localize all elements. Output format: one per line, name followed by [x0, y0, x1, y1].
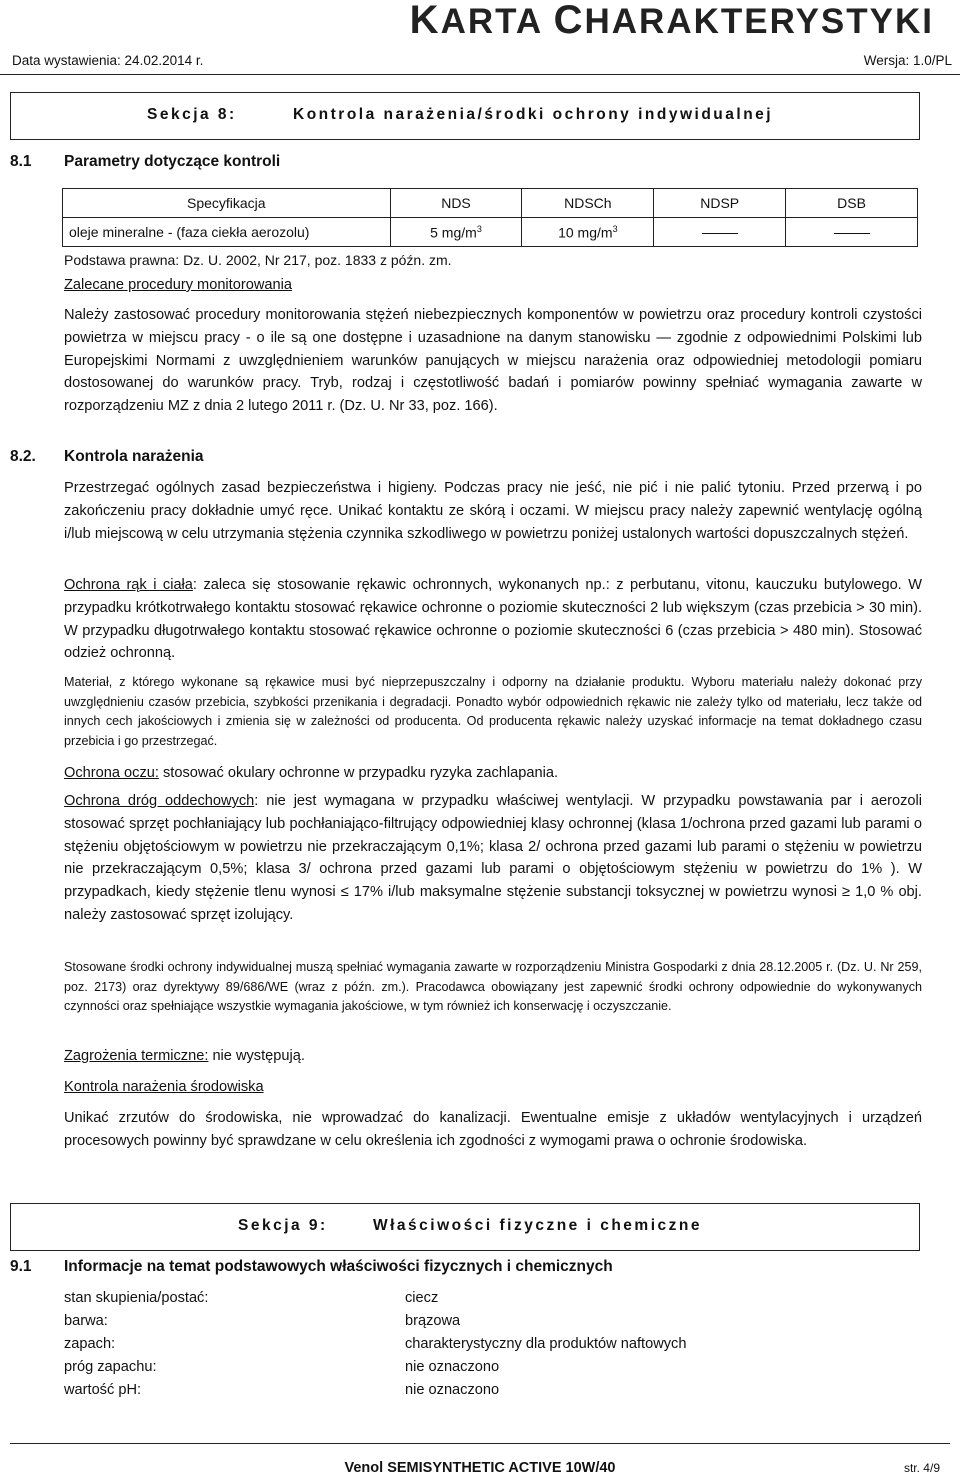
eye-protection	[64, 762, 922, 785]
monitoring-heading: Zalecane procedury monitorowania	[64, 277, 292, 293]
property-value: ciecz	[405, 1290, 439, 1306]
table-header: NDSCh	[522, 189, 654, 218]
hygiene-text: Przestrzegać ogólnych zasad bezpieczeństwa i higieny. Podczas pracy nie jeść, nie pić i nie palić tytoniu. Przed przerwą i po zakończeniu pracy dokładnie umyć ręce. Unikać kontaktu ze skórą i oczami. W miejscu pracy należy zapewnić wentylację ogólną i/lub miejscową w celu utrzymania stężenia czynnika szkodliwego w powietrzu poniżej ustalonych wartości dopuszczalnych stężeń.	[64, 480, 922, 542]
property-value: nie oznaczono	[405, 1382, 500, 1398]
issue-date: Data wystawienia: 24.02.2014 r.	[12, 53, 204, 68]
subsection-8-1-title: Parametry dotyczące kontroli	[64, 153, 281, 170]
dsb-value	[786, 218, 918, 247]
table-header: NDS	[390, 189, 522, 218]
section-9-title: Właściwości fizyczne i chemiczne	[373, 1217, 702, 1234]
nds-value: 5 $mg/m^3$	[390, 218, 522, 247]
section-8-title: Kontrola narażenia/środki ochrony indywidualnej	[293, 106, 774, 123]
table-header: Specyfikacja	[63, 189, 391, 218]
section-8-label: Sekcja 8:	[147, 106, 237, 123]
property-key: zapach:	[64, 1336, 116, 1352]
monitoring-text: Należy zastosować procedury monitorowania stężeń niebezpiecznych komponentów w powietrzu oraz procedury kontroli czystości powietrza w miejscu pracy - o ile są one dostępne i uzasadnione na danym stanowisku — zgodnie z odpowiednimi Polskimi lub Europejskimi Normami z uwzględnieniem warunków panujących w miejscu narażenia oraz odpowiedniej metodologii pomiaru dostosowanej do warunków pracy. Tryb, rodzaj i częstotliwość badań i pomiarów powinny spełniać wymagania zawarte w rozporządzeniu MZ z dnia 2 lutego 2011 r. (Dz. U. Nr 33, poz. 166).	[64, 307, 922, 415]
thermal-hazards-text: nie występują.	[208, 1048, 305, 1064]
document-title: KARTA CHARAKTERYSTYKI	[409, 0, 934, 42]
property-value: brązowa	[405, 1313, 461, 1329]
subsection-8-1-number: 8.1	[10, 153, 32, 170]
eye-protection-text: stosować okulary ochronne w przypadku ryzyka zachlapania.	[158, 765, 559, 781]
property-key: wartość pH:	[64, 1382, 142, 1398]
greater-equal-symbol: ≥	[842, 884, 851, 901]
ndsp-value	[654, 218, 786, 247]
thermal-hazards-heading: Zagrożenia termiczne:	[64, 1048, 209, 1064]
respiratory-protection-heading: Ochrona dróg oddechowych	[64, 793, 255, 809]
page-number: str. 4/9	[903, 1461, 940, 1475]
version: Wersja: 1.0/PL	[863, 53, 952, 68]
subsection-9-1-number: 9.1	[10, 1258, 32, 1275]
thermal-hazards	[64, 1045, 922, 1068]
respiratory-protection: Ochrona dróg oddechowych: nie jest wymagana w przypadku właściwej wentylacji. W przypadku powstawania par i aerozoli stosować sprzęt pochłaniający lub pochłaniająco-filtrujący odpowiedniej klasy ochronnej (klasa 1/ochrona przed gazami lub parami o stężeniu objętościowym w powietrzu nie przekraczającym 0,1%; klasa 2/ ochrona przed gazami lub parami o stężeniu w powietrzu nie przekraczającym 0,5%; klasa 3/ ochrona przed gazami lub parami o objętościowym stężeniu w powietrzu do 1% ). W przypadkach, kiedy stężenie tlenu wynosi ≤ 17% i/lub maksymalne stężenie substancji toksycznej w powietrzu wynosi ≥ 1,0 % obj. należy zastosować sprzęt izolujący.	[64, 793, 922, 923]
hand-protection	[64, 574, 922, 665]
environment-heading: Kontrola narażenia środowiska	[64, 1079, 264, 1095]
header-divider	[0, 74, 960, 75]
exposure-limits-table	[62, 188, 918, 247]
table-header: DSB	[786, 189, 918, 218]
hand-protection-text: : zaleca się stosowanie rękawic ochronnych, wykonanych np.: z perbutanu, vitonu, kauczuku butylowego. W przypadku krótkotrwałego kontaktu stosować rękawice ochronne o poziomie skuteczności 2 lub większym (czas przebicia > 30 min). W przypadku długotrwałego kontaktu stosować rękawice ochronne o poziomie skuteczności 6 (czas przebicia > 480 min). Stosować odzież ochronną.	[64, 577, 922, 662]
ndsch-value: 10 $mg/m^3$	[522, 218, 654, 247]
gloves-note: Materiał, z którego wykonane są rękawice musi być nieprzepuszczalny i odporny na działanie produktu. Wyboru materiału należy dokonać przy uwzględnieniu czasów przebicia, szybkości przenikania i degradacji. Ponadto wybór odpowiednich rękawic nie zależy tylko od materiału, lecz także od innych cech jakościowych i zmienia się w zależności od producenta. Od producenta rękawic należy uzyskać informacje na temat dokładnego czasu przebicia i go przestrzegać.	[64, 675, 922, 748]
less-equal-symbol: ≤	[340, 884, 349, 901]
table-header-row	[63, 189, 918, 218]
property-key: stan skupienia/postać:	[64, 1290, 209, 1306]
footer-divider	[10, 1443, 950, 1444]
subsection-8-2-number: 8.2.	[10, 448, 36, 465]
property-value: nie oznaczono	[405, 1359, 500, 1375]
table-header: NDSP	[654, 189, 786, 218]
product-name: Venol SEMISYNTHETIC ACTIVE 10W/40	[344, 1460, 616, 1476]
table-row	[63, 218, 918, 247]
section-9-label: Sekcja 9:	[238, 1217, 328, 1234]
eye-protection-heading: Ochrona oczu:	[64, 765, 159, 781]
environment-text: Unikać zrzutów do środowiska, nie wprowadzać do kanalizacji. Ewentualne emisje z układów wentylacyjnych i urządzeń procesowych powinny być sprawdzane w celu określenia ich zgodności z wymogami prawa o ochronie środowiska.	[64, 1110, 922, 1149]
legal-basis: Podstawa prawna: Dz. U. 2002, Nr 217, poz. 1833 z późn. zm.	[64, 252, 452, 268]
substance-name: oleje mineralne - (faza ciekła aerozolu)	[63, 218, 391, 247]
property-key: próg zapachu:	[64, 1359, 157, 1375]
ppe-note: Stosowane środki ochrony indywidualnej muszą spełniać wymagania zawarte w rozporządzeniu Ministra Gospodarki z dnia 28.12.2005 r. (Dz. U. Nr 259, poz. 2173) oraz dyrektywy 89/686/WE (wraz z późn. zm.). Pracodawca obowiązany jest zapewnić środki ochrony odpowiednie do wykonywanych czynności oraz spełniające wszystkie wymagania jakościowe, w tym również ich konserwację i oczyszczanie.	[64, 960, 922, 1013]
subsection-8-2-title: Kontrola narażenia	[64, 448, 204, 465]
property-value: charakterystyczny dla produktów naftowych	[405, 1336, 687, 1352]
property-key: barwa:	[64, 1313, 108, 1329]
hand-protection-heading: Ochrona rąk i ciała	[64, 577, 193, 593]
subsection-9-1-title: Informacje na temat podstawowych właściwości fizycznych i chemicznych	[64, 1258, 613, 1275]
